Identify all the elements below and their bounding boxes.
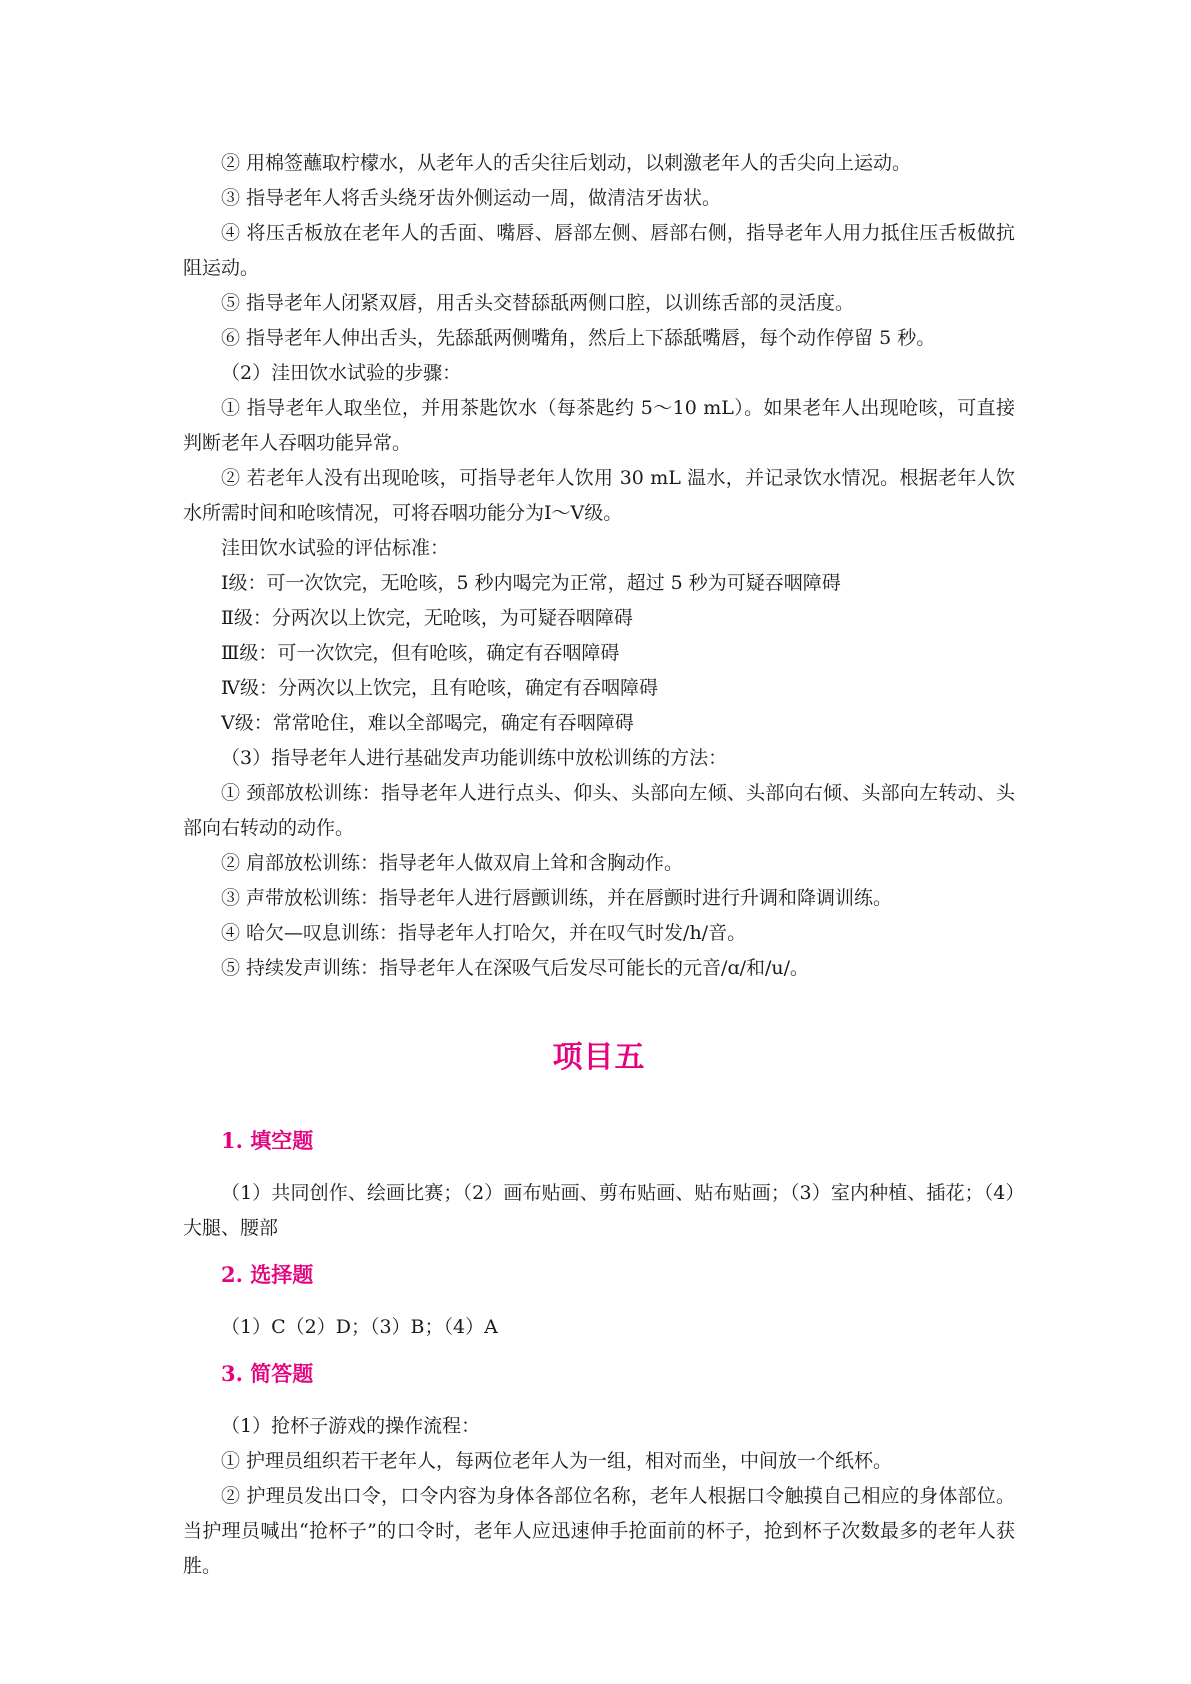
criteria-level-5: Ⅴ级：常常呛住，难以全部喝完，确定有吞咽障碍 <box>221 712 634 734</box>
fill-blank-answer: （1）共同创作、绘画比赛；（2）画布贴画、剪布贴画、贴布贴画；（3）室内种植、插花；（4）大腿、腰部 <box>183 1182 1015 1239</box>
short-answer-paragraph: ② 护理员发出口令，口令内容为身体各部位名称，老年人根据口令触摸自己相应的身体部位。当护理员喊出“抢杯子”的口令时，老年人应迅速伸手抢面前的杯子，抢到杯子次数最多的老年人获胜。 <box>183 1485 1015 1577</box>
paragraph-step-2-lemon: ② 用棉签蘸取柠檬水，从老年人的舌尖往后划动，以刺激老年人的舌尖向上运动。 <box>221 152 912 174</box>
paragraph-yawn-sigh: ④ 哈欠—叹息训练：指导老年人打哈欠，并在叹气时发/h/音。 <box>221 922 747 944</box>
short-answer-heading: 3. 简答题 <box>221 1361 314 1386</box>
criteria-level-4: Ⅳ级：分两次以上饮完，且有呛咳，确定有吞咽障碍 <box>221 677 658 699</box>
short-answer-paragraph: ① 护理员组织若干老年人，每两位老年人为一组，相对而坐，中间放一个纸杯。 <box>221 1450 893 1472</box>
criteria-level-1: Ⅰ级：可一次饮完，无呛咳，5 秒内喝完为正常，超过 5 秒为可疑吞咽障碍 <box>221 572 841 594</box>
paragraph-water-test-step-2: ② 若老年人没有出现呛咳，可指导老年人饮用 30 mL 温水，并记录饮水情况。根据老年人饮水所需时间和呛咳情况，可将吞咽功能分为Ⅰ～Ⅴ级。 <box>183 467 1015 524</box>
paragraph-step-3-tongue: ③ 指导老年人将舌头绕牙齿外侧运动一周，做清洁牙齿状。 <box>221 187 722 209</box>
short-answer-paragraph: （1）抢杯子游戏的操作流程： <box>221 1415 481 1437</box>
criteria-level-3: Ⅲ级：可一次饮完，但有呛咳，确定有吞咽障碍 <box>221 642 620 664</box>
choice-answer: （1）C（2）D；（3）B；（4）A <box>221 1316 498 1338</box>
paragraph-water-test-heading: （2）洼田饮水试验的步骤： <box>221 362 462 384</box>
paragraph-relax-heading: （3）指导老年人进行基础发声功能训练中放松训练的方法： <box>221 747 728 769</box>
paragraph-criteria-heading: 洼田饮水试验的评估标准： <box>221 537 450 559</box>
paragraph-water-test-step-1: ① 指导老年人取坐位，并用茶匙饮水（每茶匙约 5～10 mL）。如果老年人出现呛咳，可直接判断老年人吞咽功能异常。 <box>183 397 1015 454</box>
fill-blank-heading: 1. 填空题 <box>221 1128 314 1153</box>
paragraph-step-4-depressor: ④ 将压舌板放在老年人的舌面、嘴唇、唇部左侧、唇部右侧，指导老年人用力抵住压舌板做抗阻运动。 <box>183 222 1015 279</box>
paragraph-step-6-lick: ⑥ 指导老年人伸出舌头，先舔舐两侧嘴角，然后上下舔舐嘴唇，每个动作停留 5 秒。 <box>221 327 936 349</box>
paragraph-step-5-lips: ⑤ 指导老年人闭紧双唇，用舌头交替舔舐两侧口腔，以训练舌部的灵活度。 <box>221 292 855 314</box>
choice-heading: 2. 选择题 <box>221 1262 314 1287</box>
document-page <box>183 146 1015 1584</box>
paragraph-sustained-voice: ⑤ 持续发声训练：指导老年人在深吸气后发尽可能长的元音/ɑ/和/u/。 <box>221 957 810 979</box>
section-title: 项目五 <box>552 1040 646 1075</box>
criteria-level-2: Ⅱ级：分两次以上饮完，无呛咳，为可疑吞咽障碍 <box>221 607 633 629</box>
paragraph-vocal-relax: ③ 声带放松训练：指导老年人进行唇颤训练，并在唇颤时进行升调和降调训练。 <box>221 887 893 909</box>
paragraph-neck-relax: ① 颈部放松训练：指导老年人进行点头、仰头、头部向左倾、头部向右倾、头部向左转动、头部向右转动的动作。 <box>183 782 1015 839</box>
paragraph-shoulder-relax: ② 肩部放松训练：指导老年人做双肩上耸和含胸动作。 <box>221 852 684 874</box>
